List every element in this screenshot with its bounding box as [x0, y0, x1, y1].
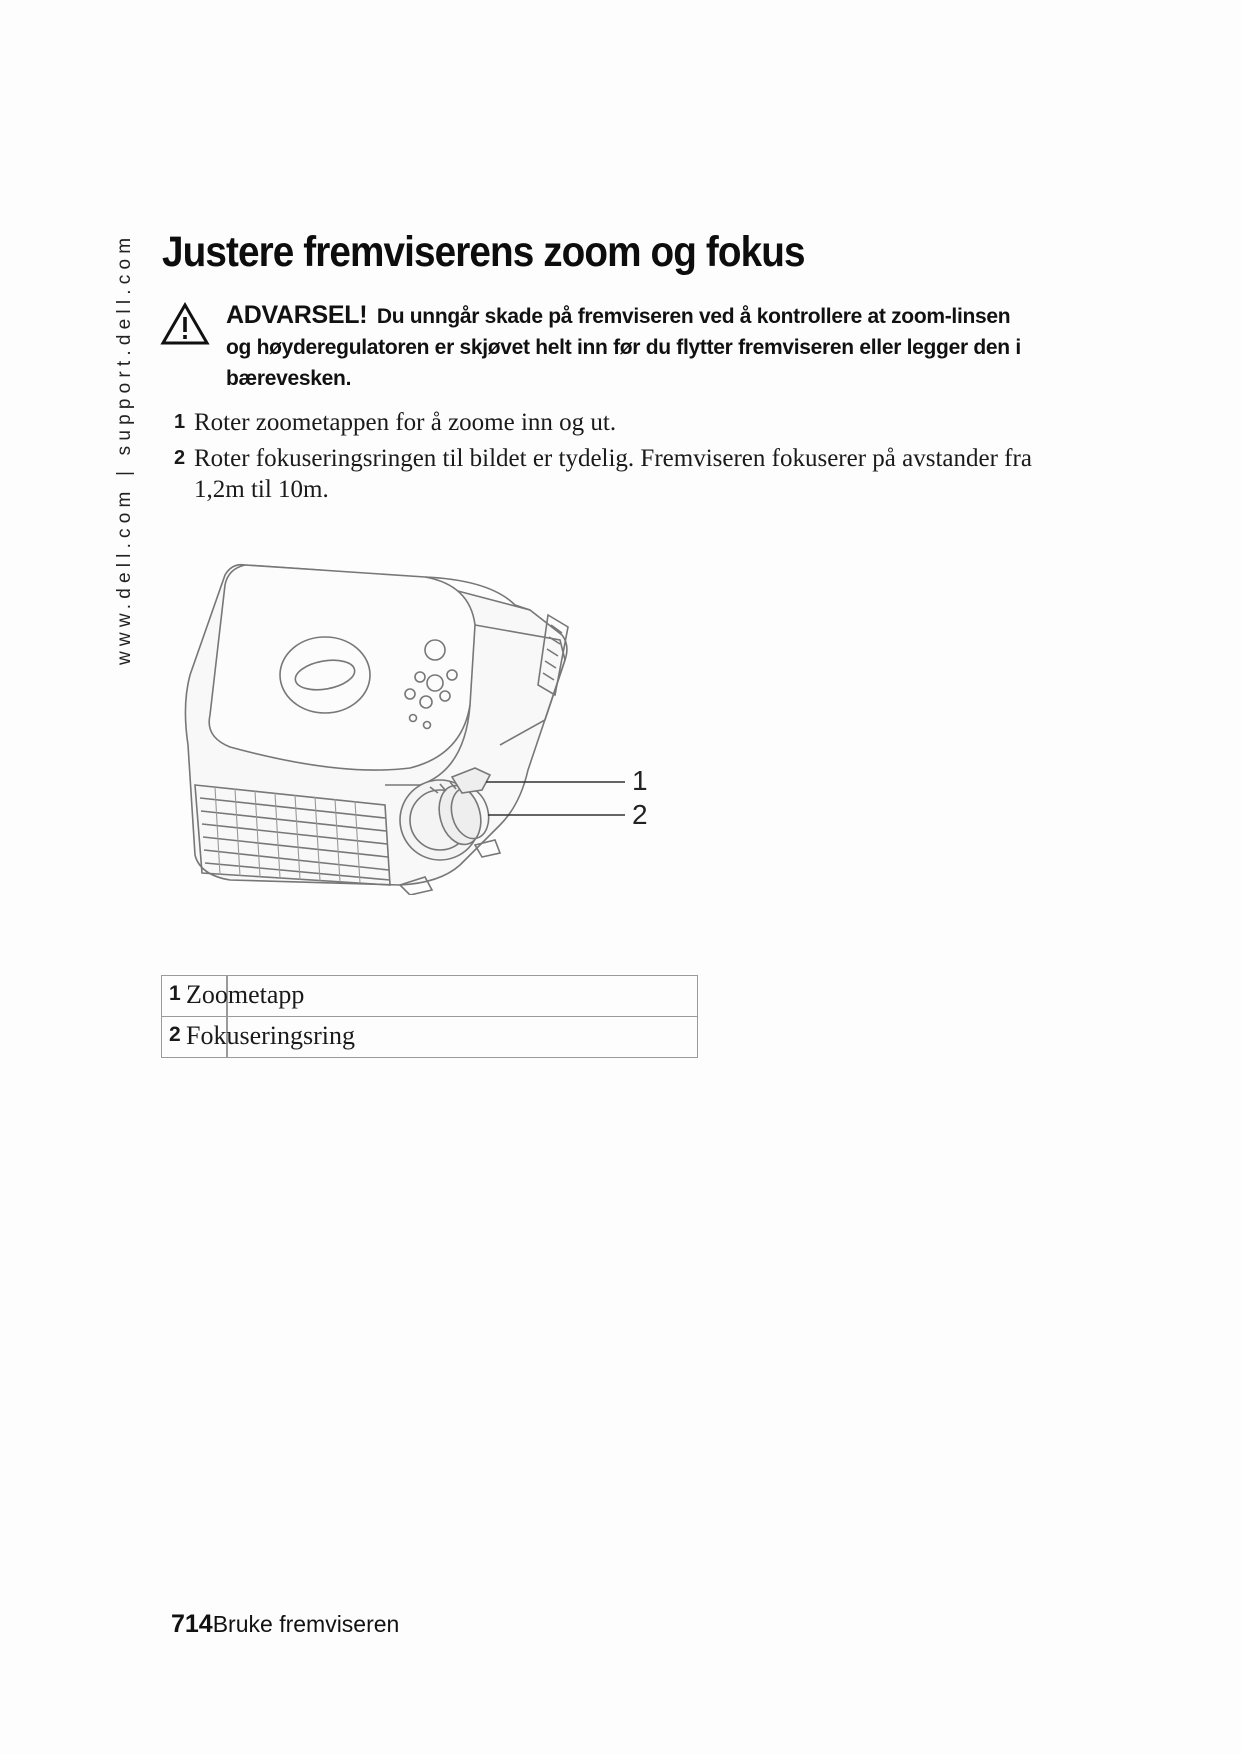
- legend-label: Zoometapp: [186, 980, 305, 1009]
- step-text: Roter zoometappen for å zoome inn og ut.: [194, 409, 617, 436]
- warning-triangle-icon: [160, 302, 210, 346]
- callout-2: 2: [632, 799, 648, 830]
- legend-number: 1: [169, 982, 181, 1005]
- step-item: [174, 407, 1034, 438]
- legend-number: 2: [169, 1023, 181, 1046]
- legend-table: [161, 975, 698, 1058]
- page-title: Justere fremviserens zoom og fokus: [162, 228, 805, 276]
- table-row: [162, 1017, 698, 1058]
- page-number: 714: [171, 1610, 213, 1638]
- step-number: 2: [174, 447, 186, 469]
- table-cell: [162, 976, 698, 1017]
- step-text: Roter fokuseringsringen til bildet er tydelig. Fremviseren fokuserer på avstander fra 1,2m til 10m.: [194, 445, 1032, 503]
- projector-drawing: [170, 555, 670, 895]
- table-row: [162, 976, 698, 1017]
- warning-message: Du unngår skade på fremviseren ved å kontrollere at zoom-linsen og høyderegulatoren er skjøvet helt inn før du flytter fremviseren eller legger den i bærevesken.: [226, 305, 1021, 390]
- step-item: [174, 443, 1034, 505]
- sidebar-url: www.dell.com | support.dell.com: [114, 232, 135, 665]
- warning-box: [160, 300, 1040, 394]
- warning-text: [226, 300, 1040, 394]
- steps-list: [174, 407, 1034, 510]
- table-cell: [162, 1017, 698, 1058]
- legend-label: Fokuseringsring: [186, 1021, 355, 1050]
- projector-illustration: [170, 555, 670, 895]
- callout-1: 1: [632, 765, 648, 796]
- footer-section: Bruke fremviseren: [212, 1611, 400, 1637]
- step-number: 1: [174, 411, 186, 433]
- page-footer: [171, 1610, 399, 1639]
- warning-label: ADVARSEL!: [226, 301, 368, 329]
